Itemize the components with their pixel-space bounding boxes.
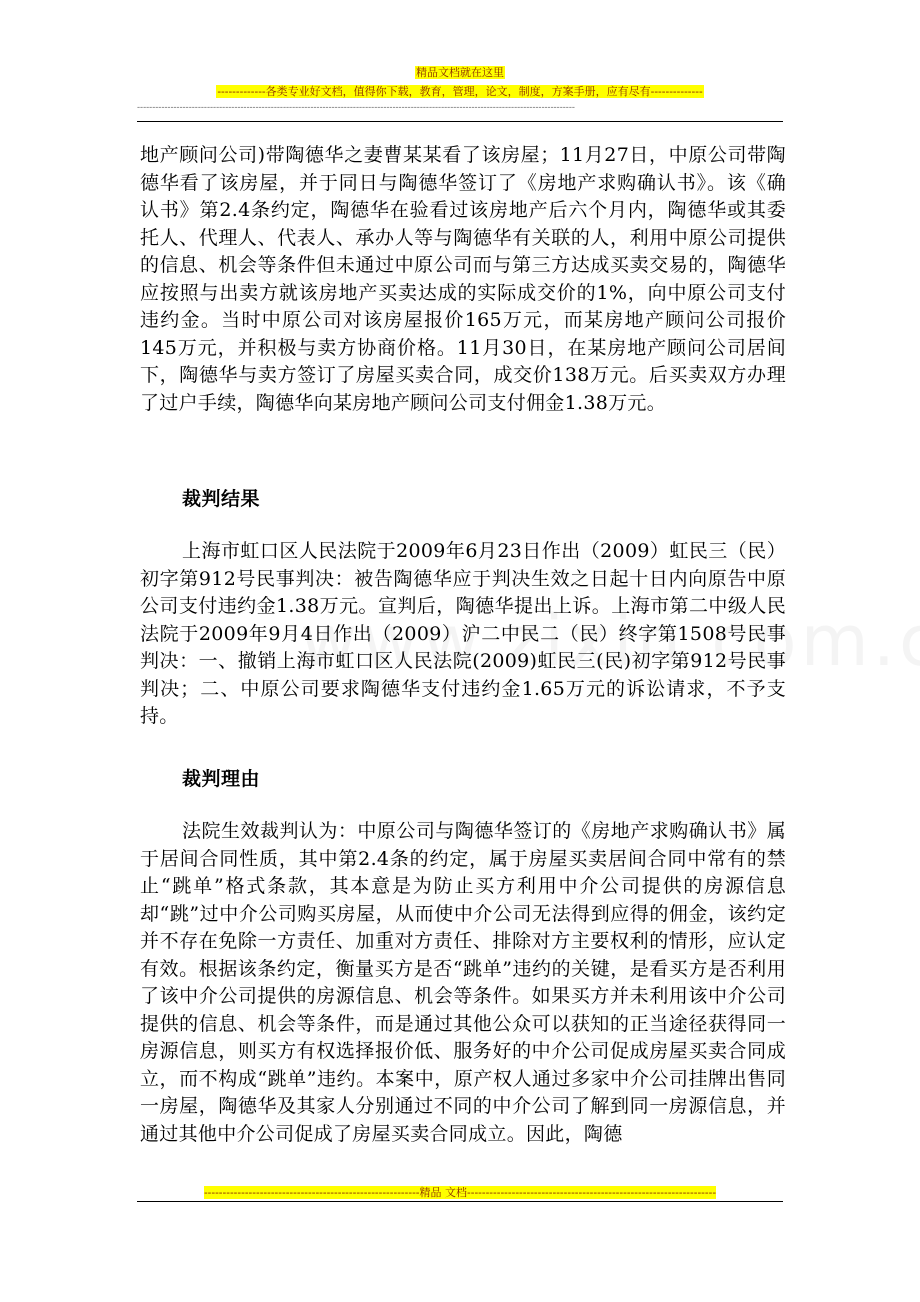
heading-judgment-reason: 裁判理由	[182, 768, 261, 790]
header-rule	[137, 121, 783, 122]
header-dash-line: ------------------------------------------------------------------------------------------------------------------------------------------------	[137, 103, 575, 113]
heading-judgment-result: 裁判结果	[182, 488, 261, 510]
paragraph-judgment-result: 上海市虹口区人民法院于2009年6月23日作出（2009）虹民三（民）初字第912号民事判决：被告陶德华应于判决生效之日起十日内向原告中原公司支付违约金1.38万元。宣判后，陶德华提出上诉。上海市第二中级人民法院于2009年9月4日作出（2009）沪二中民二（民）终字第1508号民事判决：一、撤销上海市虹口区人民法院(2009)虹民三(民)初字第912号民事判决；二、中原公司要求陶德华支付违约金1.65万元的诉讼请求，不予支持。	[140, 540, 786, 727]
paragraph-facts: 地产顾问公司)带陶德华之妻曹某某看了该房屋；11月27日，中原公司带陶德华看了该房屋，并于同日与陶德华签订了《房地产求购确认书》。该《确认书》第2.4条约定，陶德华在验看过该房地产后六个月内，陶德华或其委托人、代理人、代表人、承办人等与陶德华有关联的人，利用中原公司提供的信息、机会等条件但未通过中原公司而与第三方达成买卖交易的，陶德华应按照与出卖方就该房地产买卖达成的实际成交价的1%，向中原公司支付违约金。当时中原公司对该房屋报价165万元，而某房地产顾问公司报价145万元，并积极与卖方协商价格。11月30日，在某房地产顾问公司居间下，陶德华与卖方签订了房屋买卖合同，成交价138万元。后买卖双方办理了过户手续，陶德华向某房地产顾问公司支付佣金1.38万元。	[140, 144, 786, 414]
header-banner-text: -------------各类专业好文档，值得你下载，教育，管理，论文，制度，方案手册，应有尽有--------------	[217, 85, 703, 98]
header-title	[0, 65, 920, 81]
footer-banner	[0, 1185, 920, 1201]
header-banner	[0, 84, 920, 100]
paragraph-judgment-reason: 法院生效裁判认为：中原公司与陶德华签订的《房地产求购确认书》属于居间合同性质，其中第2.4条的约定，属于房屋买卖居间合同中常有的禁止“跳单”格式条款，其本意是为防止买方利用中介公司提供的房源信息却“跳”过中介公司购买房屋，从而使中介公司无法得到应得的佣金，该约定并不存在免除一方责任、加重对方责任、排除对方主要权利的情形，应认定有效。根据该条约定，衡量买方是否“跳单”违约的关键，是看买方是否利用了该中介公司提供的房源信息、机会等条件。如果买方并未利用该中介公司提供的信息、机会等条件，而是通过其他公众可以获知的正当途径获得同一房源信息，则买方有权选择报价低、服务好的中介公司促成房屋买卖合同成立，而不构成“跳单”违约。本案中，原产权人通过多家中介公司挂牌出售同一房屋，陶德华及其家人分别通过不同的中介公司了解到同一房源信息，并通过其他中介公司促成了房屋买卖合同成立。因此，陶德	[140, 820, 786, 1145]
header-title-text: 精品文档就在这里	[416, 66, 504, 79]
footer-rule	[137, 1201, 783, 1202]
footer-text: ----------------------------------------------------------精品 文档-------------------------------------------------------------------	[203, 1186, 717, 1199]
